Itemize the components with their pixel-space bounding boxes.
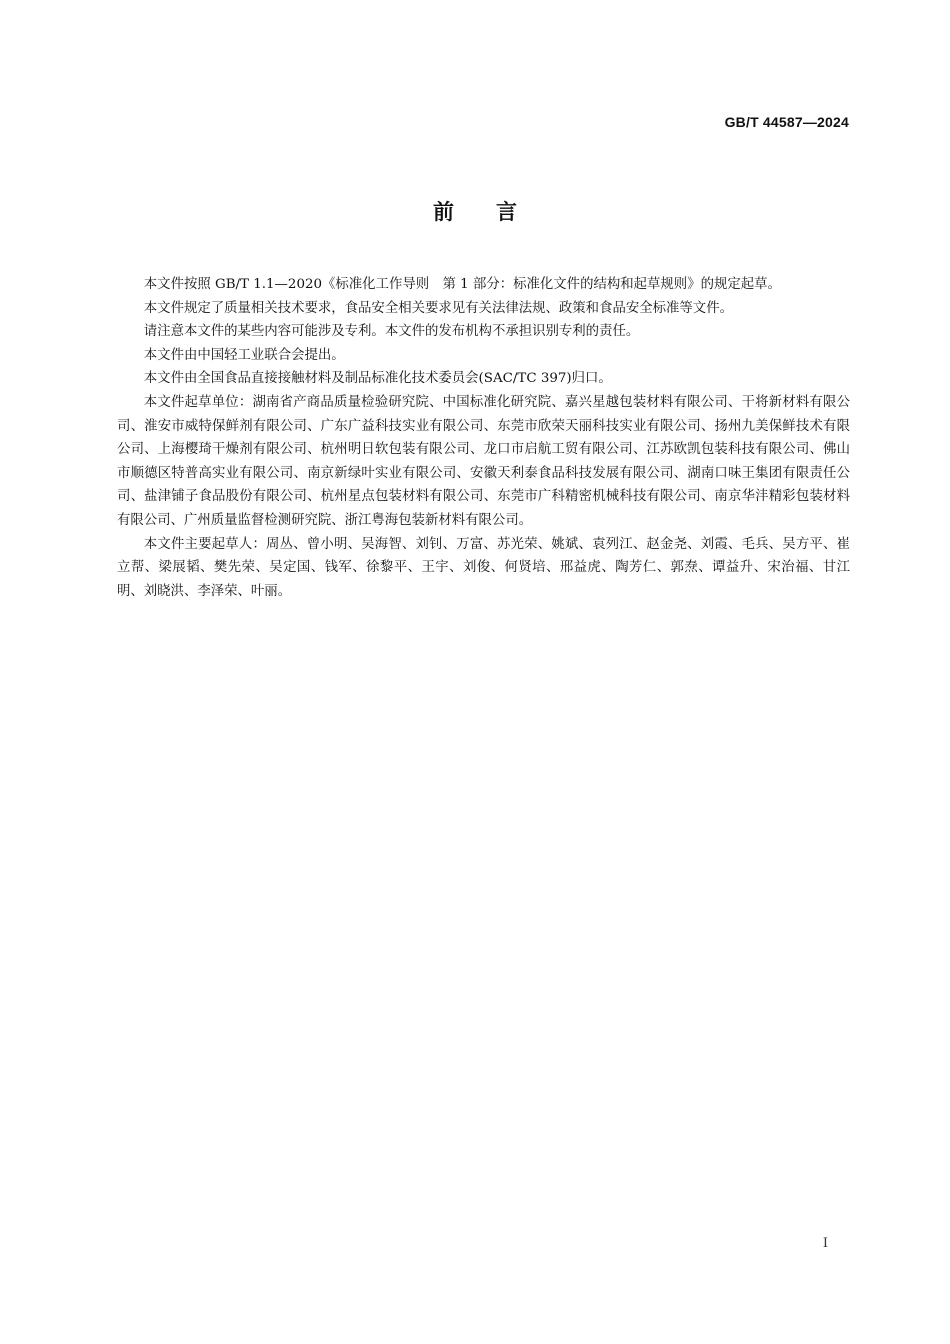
paragraph-drafting-units: 本文件起草单位：湖南省产商品质量检验研究院、中国标准化研究院、嘉兴星越包装材料有限公司、干将新材料有限公司、淮安市威特保鲜剂有限公司、广东广益科技实业有限公司、东莞市欣荣天丽科技实业有限公司、扬州九美保鲜技术有限公司、上海樱琦干燥剂有限公司、杭州明日软包装有限公司、龙口市启航工贸有限公司、江苏欧凯包装科技有限公司、佛山市顺德区特普高实业有限公司、南京新绿叶实业有限公司、安徽天利泰食品科技发展有限公司、湖南口味王集团有限责任公司、盐津铺子食品股份有限公司、杭州星点包装材料有限公司、东莞市广科精密机械科技有限公司、南京华沣精彩包装材料有限公司、广州质量监督检测研究院、浙江粤海包装新材料有限公司。 <box>117 394 850 528</box>
page-number: I <box>822 1236 828 1251</box>
paragraph-drafting-rules: 本文件按照 GB/T 1.1—2020《标准化工作导则 第 1 部分：标准化文件的结构和起草规则》的规定起草。 <box>143 277 781 292</box>
standard-number: GB/T 44587—2024 <box>724 114 849 130</box>
foreword-body <box>117 273 850 603</box>
title-char-2: 言 <box>496 200 517 224</box>
title-char-1: 前 <box>433 200 454 224</box>
paragraph-committee: 本文件由全国食品直接接触材料及制品标准化技术委员会(SAC/TC 397)归口。 <box>143 371 612 387</box>
paragraph-scope: 本文件规定了质量相关技术要求，食品安全相关要求见有关法律法规、政策和食品安全标准等文件。 <box>143 300 733 316</box>
paragraph-patent-notice: 请注意本文件的某些内容可能涉及专利。本文件的发布机构不承担识别专利的责任。 <box>143 324 640 340</box>
page-title <box>0 196 950 226</box>
paragraph-proposer: 本文件由中国轻工业联合会提出。 <box>143 347 345 363</box>
paragraph-drafters: 本文件主要起草人：周丛、曾小明、吴海智、刘钊、万富、苏光荣、姚斌、袁列江、赵金尧、刘霞、毛兵、吴方平、崔立帮、梁展韬、樊先荣、吴定国、钱军、徐黎平、王宇、刘俊、何贤培、邢益虎、陶芳仁、郭焘、谭益升、宋治福、甘江明、刘晓洪、李泽荣、叶丽。 <box>117 536 850 599</box>
